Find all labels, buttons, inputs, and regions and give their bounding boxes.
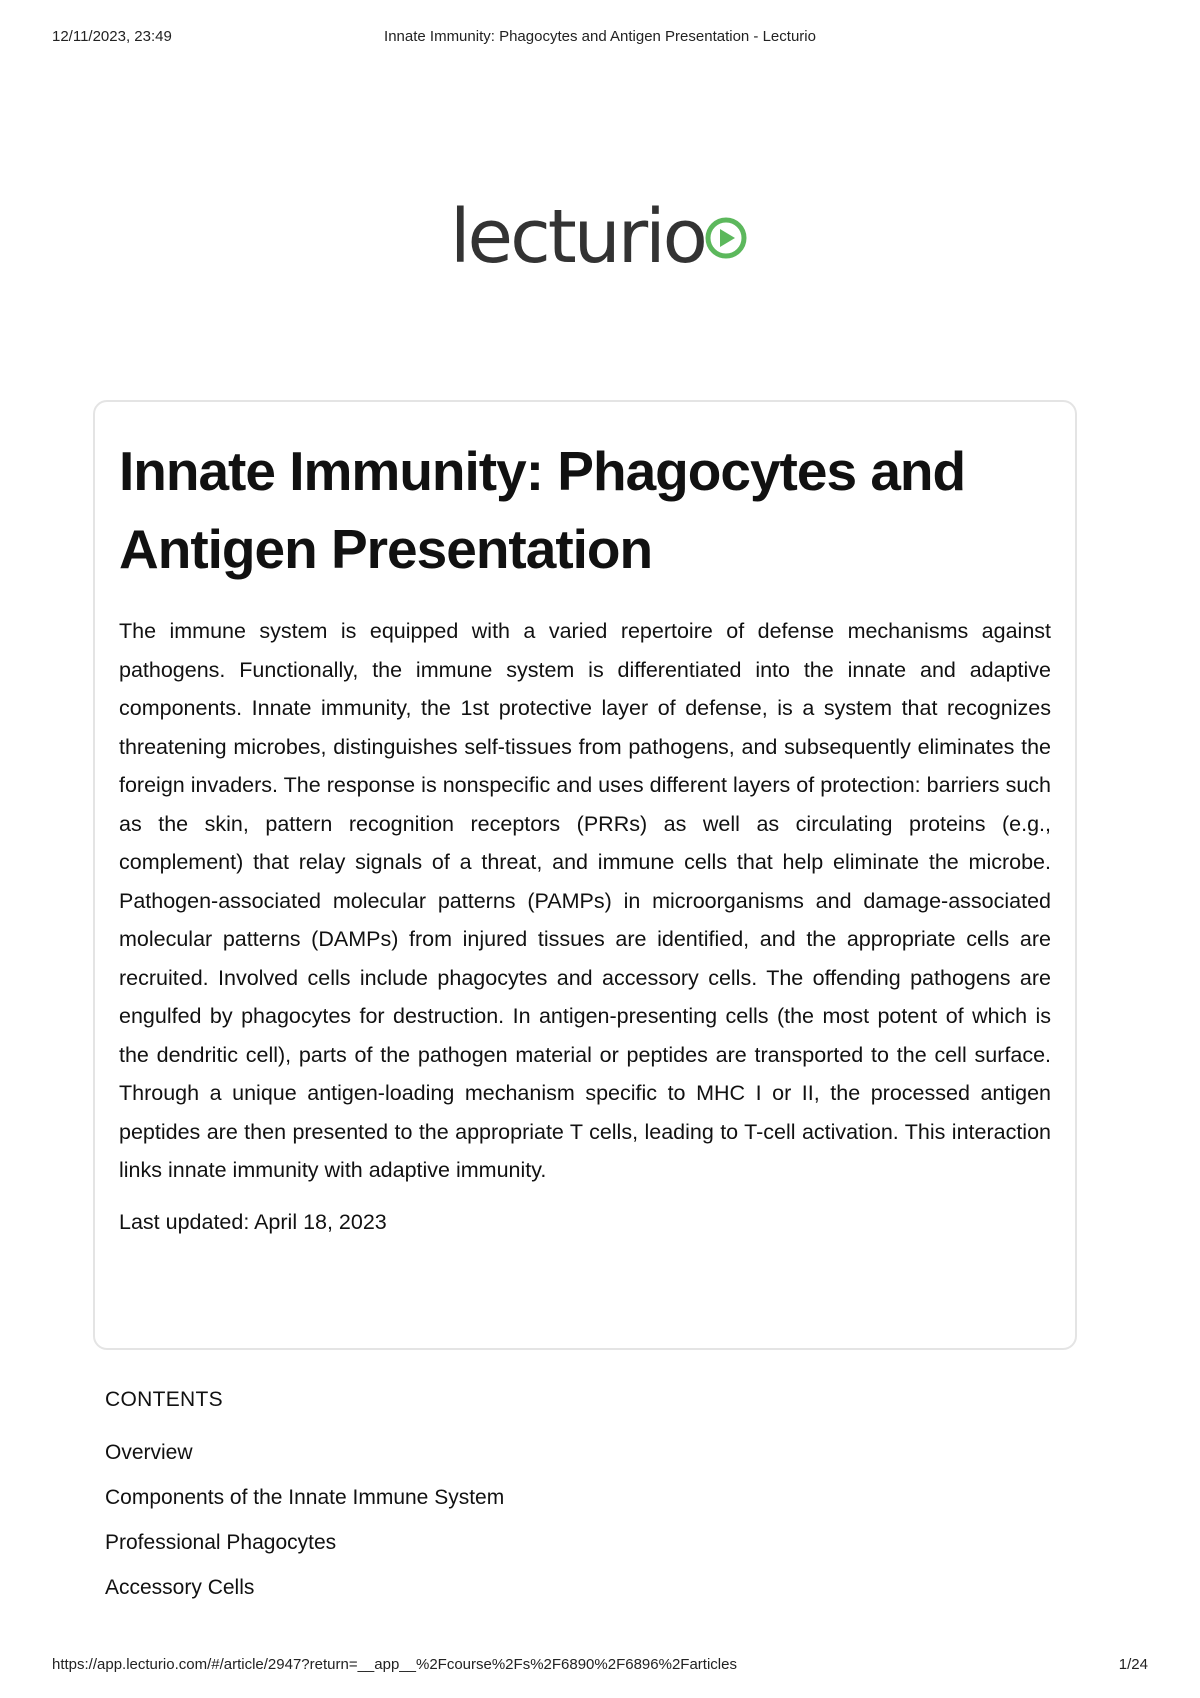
print-header bbox=[52, 28, 1148, 48]
print-url: https://app.lecturio.com/#/article/2947?return=__app__%2Fcourse%2Fs%2F6890%2F6896%2Farticles bbox=[52, 1656, 737, 1673]
print-footer bbox=[52, 1656, 1148, 1676]
contents-label: CONTENTS bbox=[105, 1388, 223, 1411]
article-title: Innate Immunity: Phagocytes and Antigen Presentation bbox=[119, 440, 966, 580]
article-intro: The immune system is equipped with a varied repertoire of defense mechanisms against pathogens. Functionally, the immune system is differentiated into the innate and adaptive components. Innate immunity, the 1st protective layer of defense, is a system that recognizes threatening microbes, distinguishes self-tissues from pathogens, and subsequently eliminates the foreign invaders. The response is nonspecific and uses different layers of protection: barriers such as the skin, pattern recognition receptors (PRRs) as well as circulating proteins (e.g., complement) that relay signals of a threat, and immune cells that help eliminate the microbe. Pathogen-associated molecular patterns (PAMPs) in microorganisms and damage-associated molecular patterns (DAMPs) from injured tissues are identified, and the appropriate cells are recruited. Involved cells include phagocytes and accessory cells. The offending pathogens are engulfed by phagocytes for destruction. In antigen-presenting cells (the most potent of which is the dendritic cell), parts of the pathogen material or peptides are transported to the cell surface. Through a unique antigen-loading mechanism specific to MHC I or II, the processed antigen peptides are then presented to the appropriate T cells, leading to T-cell activation. This interaction links innate immunity with adaptive immunity. bbox=[119, 619, 1051, 1182]
toc-link-professional-phagocytes[interactable]: Professional Phagocytes bbox=[105, 1531, 337, 1554]
play-circle-icon bbox=[708, 220, 744, 256]
article-summary-card bbox=[93, 400, 1077, 1350]
last-updated: Last updated: April 18, 2023 bbox=[119, 1209, 387, 1234]
toc-link-components[interactable]: Components of the Innate Immune System bbox=[105, 1486, 505, 1509]
print-page-title: Innate Immunity: Phagocytes and Antigen Presentation - Lecturio bbox=[384, 28, 816, 45]
logo-wordmark: lecturio bbox=[450, 200, 705, 280]
print-datetime: 12/11/2023, 23:49 bbox=[52, 28, 172, 45]
table-of-contents bbox=[105, 1388, 1005, 1618]
lecturio-logo bbox=[450, 200, 760, 290]
page-number: 1/24 bbox=[1118, 1656, 1148, 1673]
toc-link-overview[interactable]: Overview bbox=[105, 1441, 193, 1464]
toc-link-accessory-cells[interactable]: Accessory Cells bbox=[105, 1576, 255, 1599]
